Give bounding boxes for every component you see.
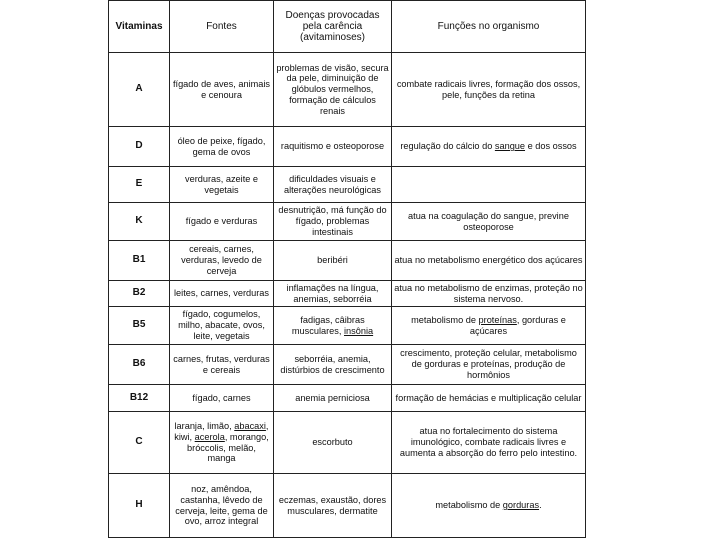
vitamin-cell: H xyxy=(109,474,170,538)
functions-cell: crescimento, proteção celular, metabolismo de gorduras e proteínas, produção de hormônios xyxy=(392,345,586,385)
table-row xyxy=(109,53,586,127)
functions-cell: combate radicais livres, formação dos ossos, pele, funções da retina xyxy=(392,53,586,127)
deficiency-cell: fadigas, câibras musculares, insônia xyxy=(274,307,392,345)
underlined-word: gorduras xyxy=(502,500,540,511)
header-sources: Fontes xyxy=(170,1,274,53)
table-row xyxy=(109,385,586,412)
deficiency-cell: seborréia, anemia, distúrbios de crescimento xyxy=(274,345,392,385)
table-row xyxy=(109,241,586,281)
functions-cell: atua no metabolismo de enzimas, proteção no sistema nervoso. xyxy=(392,281,586,307)
table-row xyxy=(109,281,586,307)
table-row xyxy=(109,412,586,474)
underlined-word: insônia xyxy=(343,325,374,336)
deficiency-cell: raquitismo e osteoporose xyxy=(274,127,392,167)
functions-cell: atua no metabolismo energético dos açúcares xyxy=(392,241,586,281)
vitamin-cell: C xyxy=(109,412,170,474)
vitamin-cell: E xyxy=(109,167,170,203)
vitamin-cell: B2 xyxy=(109,281,170,307)
functions-cell: metabolismo de proteínas, gorduras e açúcares xyxy=(392,307,586,345)
functions-cell: atua no fortalecimento do sistema imunológico, combate radicais livres e aumenta a absorção do ferro pelo intestino. xyxy=(392,412,586,474)
deficiency-cell: eczemas, exaustão, dores musculares, dermatite xyxy=(274,474,392,538)
sources-cell: cereais, carnes, verduras, levedo de cerveja xyxy=(170,241,274,281)
sources-cell: leites, carnes, verduras xyxy=(170,281,274,307)
vitamins-table xyxy=(108,0,586,538)
sources-cell: laranja, limão, abacaxi, kiwi, acerola, morango, bróccolis, melão, manga xyxy=(170,412,274,474)
vitamin-cell: B1 xyxy=(109,241,170,281)
deficiency-cell: dificuldades visuais e alterações neurológicas xyxy=(274,167,392,203)
vitamin-cell: B6 xyxy=(109,345,170,385)
vitamin-cell: B5 xyxy=(109,307,170,345)
header-deficiency: Doenças provocadas pela carência (avitaminoses) xyxy=(274,1,392,53)
deficiency-cell: problemas de visão, secura da pele, diminuição de glóbulos vermelhos, formação de cálculos renais xyxy=(274,53,392,127)
deficiency-cell: desnutrição, má função do fígado, problemas intestinais xyxy=(274,203,392,241)
functions-cell xyxy=(392,167,586,203)
vitamin-cell: D xyxy=(109,127,170,167)
header-vitamin: Vitaminas xyxy=(109,1,170,53)
sources-cell: carnes, frutas, verduras e cereais xyxy=(170,345,274,385)
deficiency-cell: beribéri xyxy=(274,241,392,281)
table-row xyxy=(109,345,586,385)
table-row xyxy=(109,307,586,345)
sources-cell: fígado e verduras xyxy=(170,203,274,241)
table-row xyxy=(109,167,586,203)
sources-cell: noz, amêndoa, castanha, lêvedo de cerveja, leite, gema de ovo, arroz integral xyxy=(170,474,274,538)
sources-cell: verduras, azeite e vegetais xyxy=(170,167,274,203)
underlined-word: abacaxi xyxy=(234,420,266,431)
sources-cell: fígado de aves, animais e cenoura xyxy=(170,53,274,127)
header-functions: Funções no organismo xyxy=(392,1,586,53)
deficiency-cell: anemia perniciosa xyxy=(274,385,392,412)
functions-cell: regulação do cálcio do sangue e dos ossos xyxy=(392,127,586,167)
functions-cell: formação de hemácias e multiplicação celular xyxy=(392,385,586,412)
deficiency-cell: escorbuto xyxy=(274,412,392,474)
vitamin-cell: B12 xyxy=(109,385,170,412)
sources-cell: fígado, carnes xyxy=(170,385,274,412)
table-row xyxy=(109,203,586,241)
table-row xyxy=(109,127,586,167)
underlined-word: sangue xyxy=(494,141,526,152)
vitamin-cell: K xyxy=(109,203,170,241)
header-row xyxy=(109,1,586,53)
table-row xyxy=(109,474,586,538)
underlined-word: proteínas xyxy=(478,314,517,325)
functions-cell: metabolismo de gorduras. xyxy=(392,474,586,538)
vitamin-cell: A xyxy=(109,53,170,127)
functions-cell: atua na coagulação do sangue, previne osteoporose xyxy=(392,203,586,241)
deficiency-cell: inflamações na língua, anemias, seborréia xyxy=(274,281,392,307)
sources-cell: fígado, cogumelos, milho, abacate, ovos, leite, vegetais xyxy=(170,307,274,345)
sources-cell: óleo de peixe, fígado, gema de ovos xyxy=(170,127,274,167)
underlined-word: acerola xyxy=(194,431,225,442)
